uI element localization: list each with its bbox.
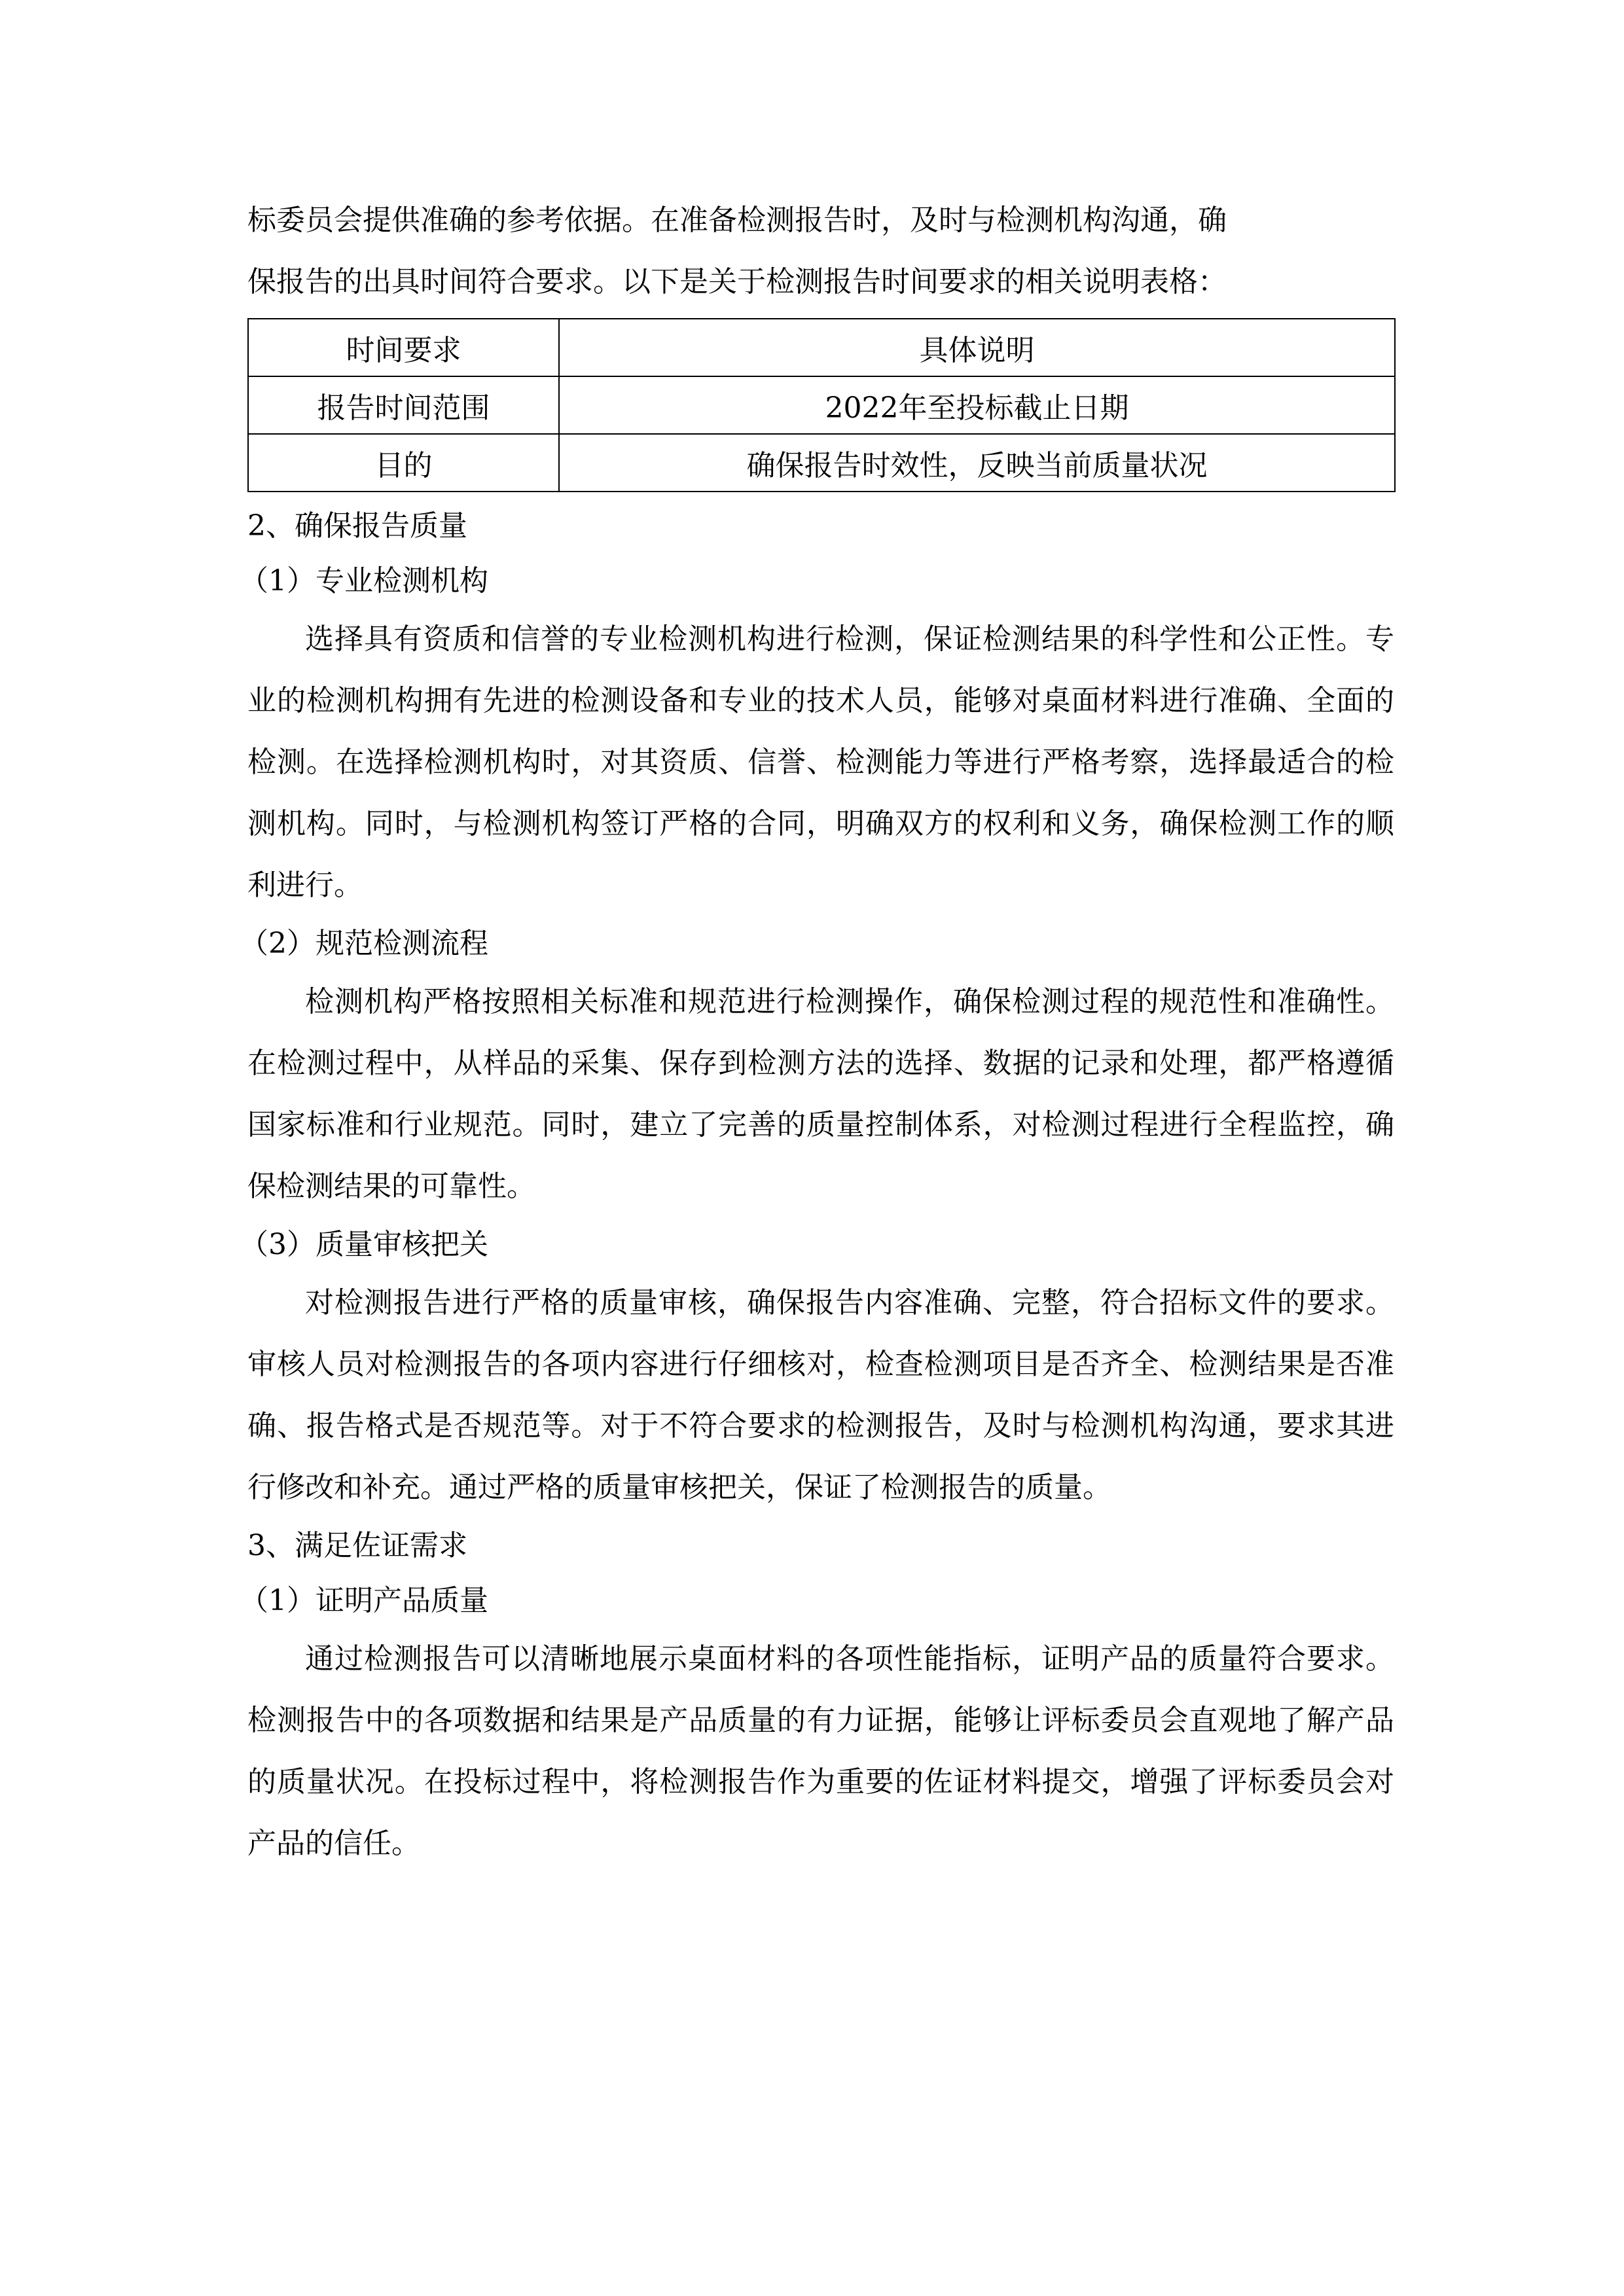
section-3-title: 3、满足佐证需求 <box>247 1529 467 1562</box>
table-cell: 目的 <box>248 434 559 492</box>
table-header-cell: 时间要求 <box>248 319 559 376</box>
table-row <box>248 376 1395 434</box>
section-2-1-title: （1）专业检测机构 <box>240 564 488 598</box>
table-cell: 确保报告时效性，反映当前质量状况 <box>559 434 1395 492</box>
section-2-2-title: （2）规范检测流程 <box>240 927 488 960</box>
intro-paragraph <box>247 190 1394 313</box>
section-2-3-body: 对检测报告进行严格的质量审核，确保报告内容准确、完整，符合招标文件的要求。审核人员对检测报告的各项内容进行仔细核对，检查检测项目是否齐全、检测结果是否准确、报告格式是否规范等。对于不符合要求的检测报告，及时与检测机构沟通，要求其进行修改和补充。通过严格的质量审核把关，保证了检测报告的质量。 <box>247 1286 1394 1504</box>
section-2-1-body: 选择具有资质和信誉的专业检测机构进行检测，保证检测结果的科学性和公正性。专业的检测机构拥有先进的检测设备和专业的技术人员，能够对桌面材料进行准确、全面的检测。在选择检测机构时，对其资质、信誉、检测能力等进行严格考察，选择最适合的检测机构。同时，与检测机构签订严格的合同，明确双方的权利和义务，确保检测工作的顺利进行。 <box>247 622 1394 902</box>
intro-line-1: 标委员会提供准确的参考依据。在准备检测报告时，及时与检测机构沟通，确 <box>247 204 1227 237</box>
section-2-title: 2、确保报告质量 <box>247 509 467 543</box>
section-3-1-title: （1）证明产品质量 <box>240 1584 488 1617</box>
table-cell: 2022年至投标截止日期 <box>559 376 1395 434</box>
table-header-row <box>248 319 1395 376</box>
section-2-3-title: （3）质量审核把关 <box>240 1228 488 1261</box>
table-row <box>248 434 1395 492</box>
document-page <box>240 190 1394 1874</box>
table-cell: 报告时间范围 <box>248 376 559 434</box>
intro-line-2: 保报告的出具时间符合要求。以下是关于检测报告时间要求的相关说明表格： <box>247 265 1227 298</box>
section-2-2-body: 检测机构严格按照相关标准和规范进行检测操作，确保检测过程的规范性和准确性。在检测过程中，从样品的采集、保存到检测方法的选择、数据的记录和处理，都严格遵循国家标准和行业规范。同时，建立了完善的质量控制体系，对检测过程进行全程监控，确保检测结果的可靠性。 <box>247 985 1394 1203</box>
time-requirement-table <box>247 318 1396 492</box>
section-3-1-body: 通过检测报告可以清晰地展示桌面材料的各项性能指标，证明产品的质量符合要求。检测报告中的各项数据和结果是产品质量的有力证据，能够让评标委员会直观地了解产品的质量状况。在投标过程中，将检测报告作为重要的佐证材料提交，增强了评标委员会对产品的信任。 <box>247 1642 1394 1860</box>
table-header-cell: 具体说明 <box>559 319 1395 376</box>
